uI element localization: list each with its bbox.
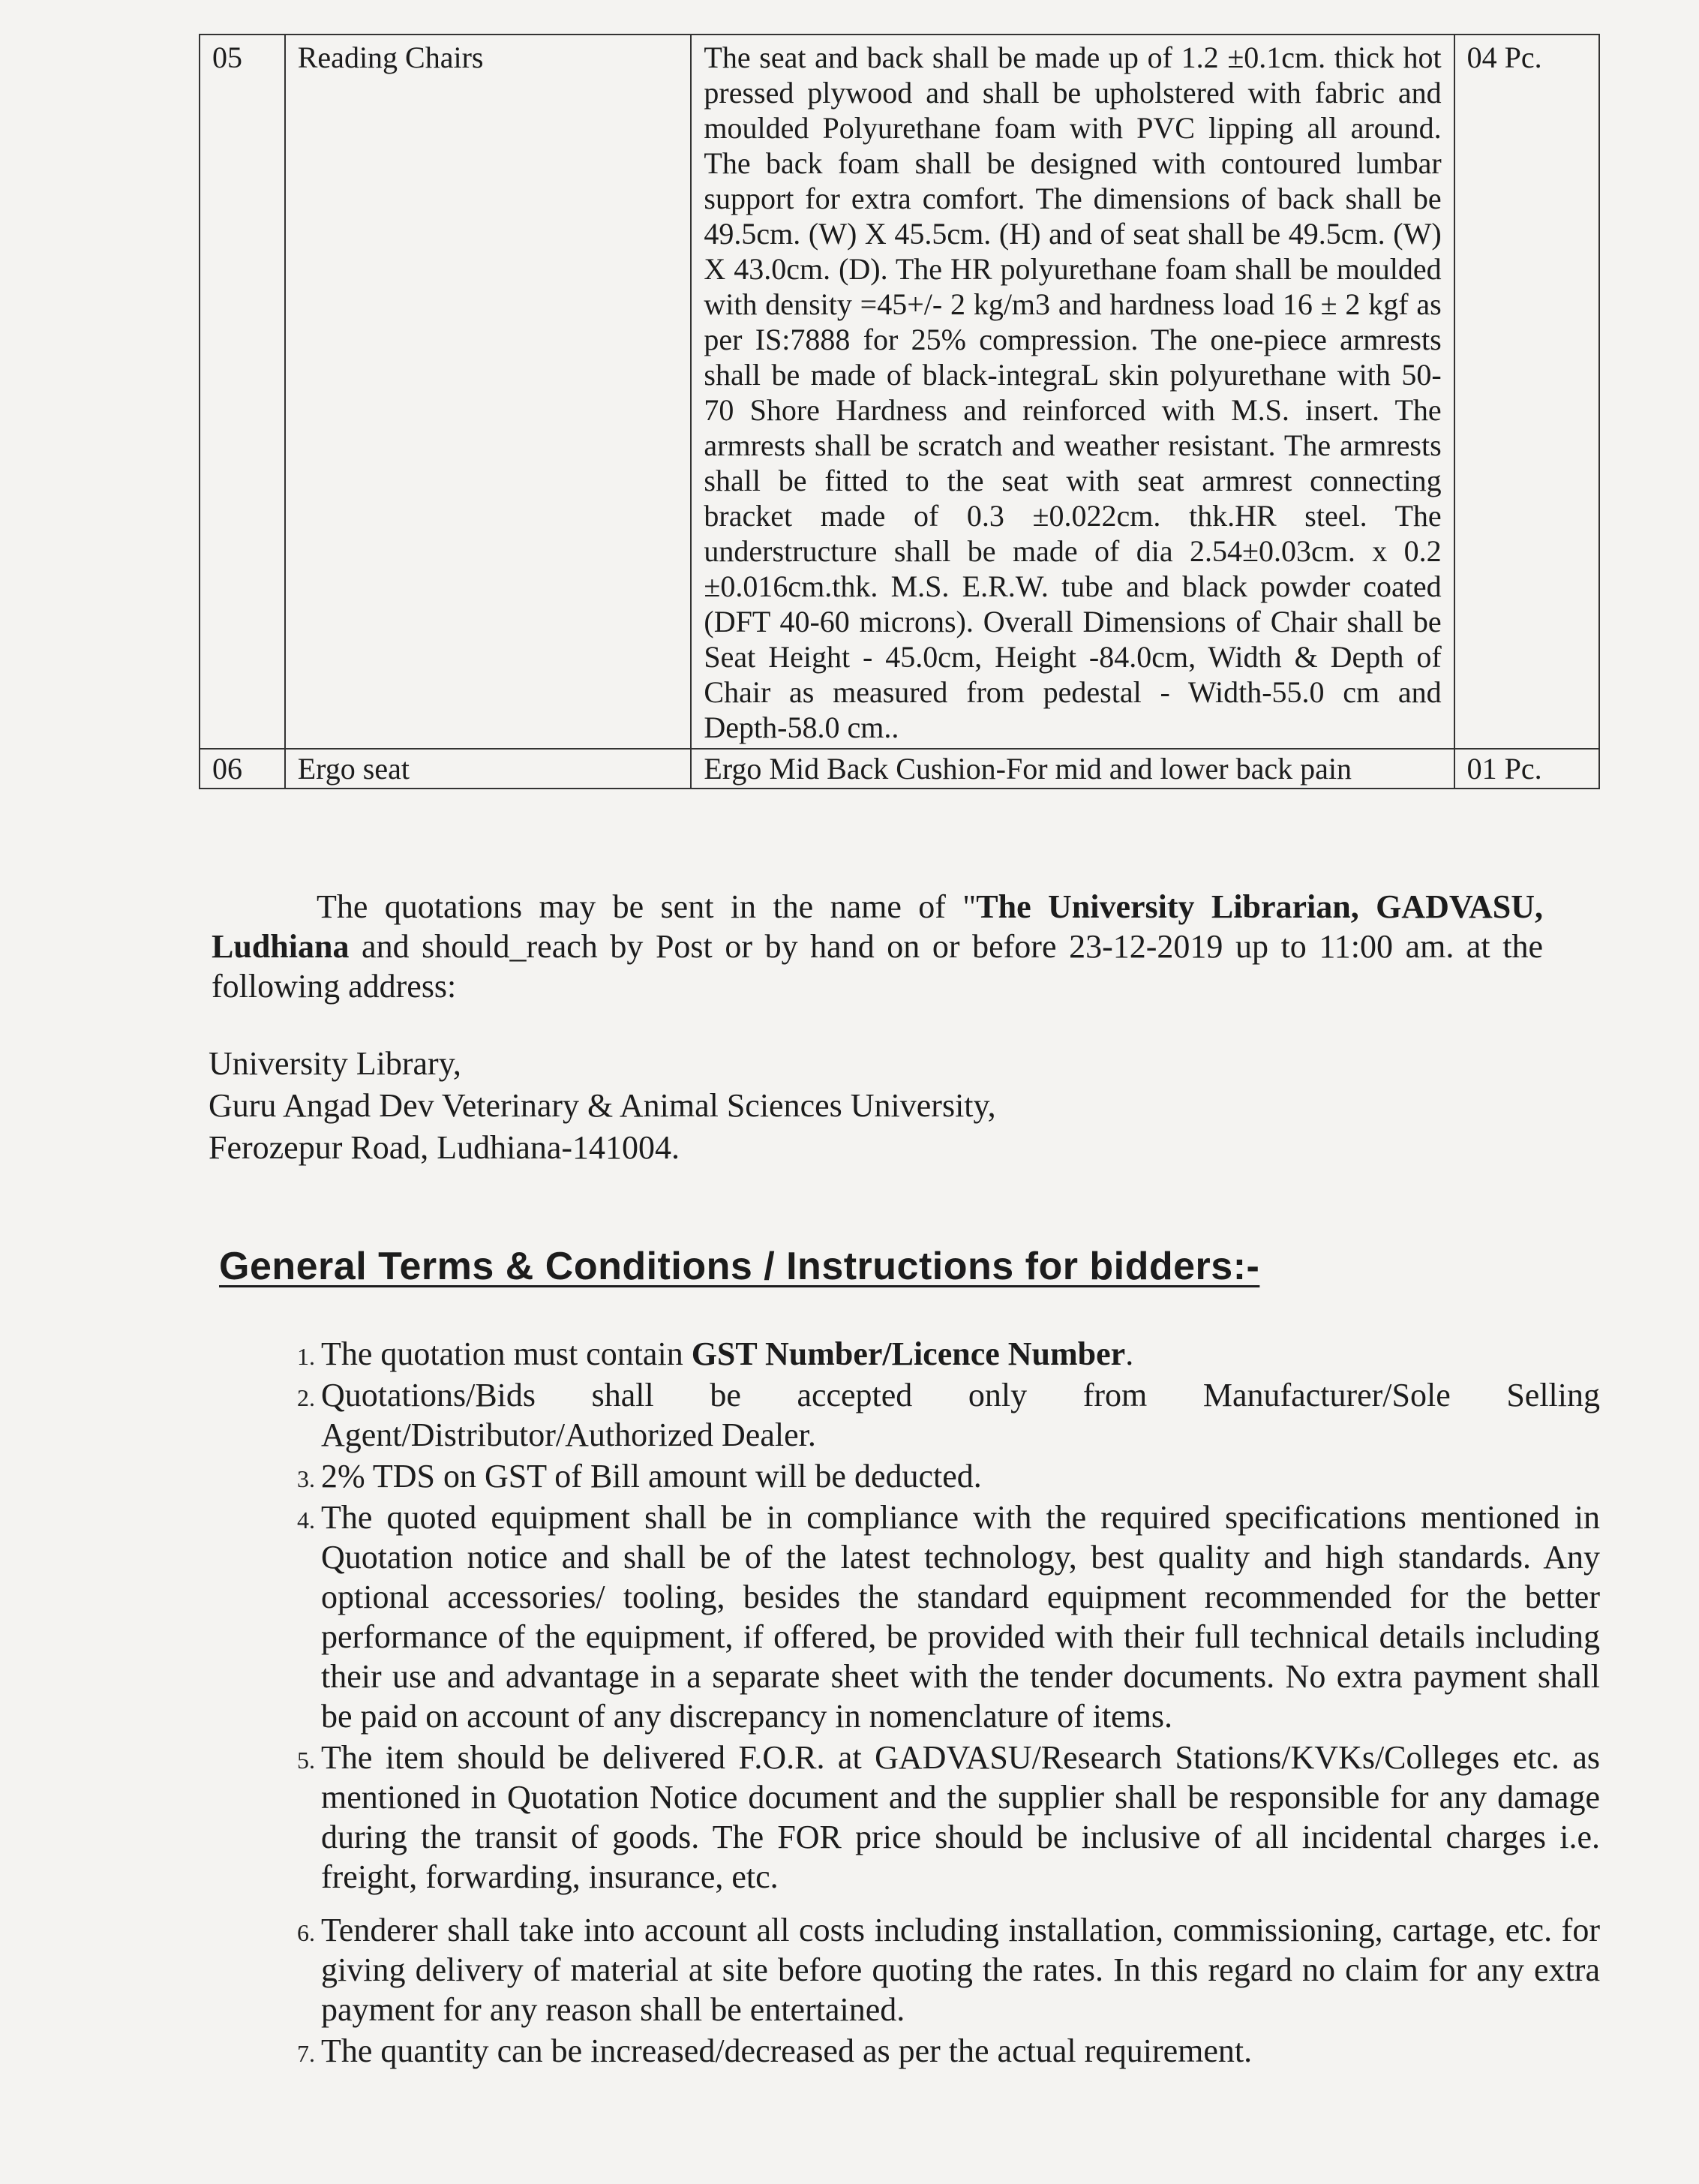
notice-addressee: The University Librarian, GADVASU, Ludhiana (212, 888, 1543, 965)
list-item: 7. The quantity can be increased/decreased as per the actual requirement. (321, 2031, 1600, 2071)
list-item: 3. 2% TDS on GST of Bill amount will be deducted. (321, 1456, 1600, 1496)
list-item: 2. Quotations/Bids shall be accepted only from Manufacturer/Sole Selling Agent/Distributor/Authorized Dealer. (321, 1375, 1600, 1455)
address-line: Guru Angad Dev Veterinary & Animal Sciences University, (209, 1087, 996, 1124)
item-quantity: 01 Pc. (1454, 749, 1599, 789)
term-text-end: . (1125, 1335, 1134, 1372)
list-item (321, 1334, 1600, 1374)
list-item: 6. Tenderer shall take into account all costs including installation, commissioning, cartage, etc. for giving delivery of material at site before quoting the rates. In this regard no claim for any extra payment for any reason shall be entertained. (321, 1910, 1600, 2029)
address-line: University Library, (209, 1045, 461, 1082)
item-name: Reading Chairs (285, 35, 692, 749)
items-table (199, 34, 1600, 789)
list-item: 5. The item should be delivered F.O.R. at GADVASU/Research Stations/KVKs/Colleges etc. as mentioned in Quotation Notice document and the supplier shall be responsible for any damage during the transit of goods. The FOR price should be inclusive of all incidental charges i.e. freight, forwarding, insurance, etc. (321, 1738, 1600, 1897)
item-quantity: 04 Pc. (1454, 35, 1599, 749)
terms-heading: General Terms & Conditions / Instructions for bidders:- (219, 1245, 1260, 1288)
item-specification: The seat and back shall be made up of 1.2 ±0.1cm. thick hot pressed plywood and shall be upholstered with fabric and moulded Polyurethane foam with PVC lipping all around. The back foam shall be designed with contoured lumbar support for extra comfort. The dimensions of back shall be 49.5cm. (W) X 45.5cm. (H) and of seat shall be 49.5cm. (W) X 43.0cm. (D). The HR polyurethane foam shall be moulded with density =45+/- 2 kg/m3 and hardness load 16 ± 2 kgf as per IS:7888 for 25% compression. The one-piece armrests shall be made of black-integraL skin polyurethane with 50-70 Shore Hardness and reinforced with M.S. insert. The armrests shall be scratch and weather resistant. The armrests shall be fitted to the seat with seat armrest connecting bracket made of 0.3 ±0.022cm. thk.HR steel. The understructure shall be made of dia 2.54±0.03cm. x 0.2 ±0.016cm.thk. M.S. E.R.W. tube and black powder coated (DFT 40-60 microns). Overall Dimensions of Chair shall be Seat Height - 45.0cm, Height -84.0cm, Width & Depth of Chair as measured from pedestal - Width-55.0 cm and Depth-58.0 cm.. (691, 35, 1454, 749)
terms-list (248, 1334, 1600, 2072)
term-text-bold: GST Number/Licence Number (691, 1335, 1126, 1372)
notice-text-start: The quotations may be sent in the name of " (317, 888, 977, 925)
table-row (200, 35, 1599, 749)
postal-address (209, 1043, 1109, 1169)
list-item: 4. The quoted equipment shall be in compliance with the required specifications mentioned in Quotation notice and shall be of the latest technology, best quality and high standards. Any optional accessories/ tooling, besides the standard equipment recommended for the better performance of the equipment, if offered, be provided with their full technical details including their use and advantage in a separate sheet with the tender documents. No extra payment shall be paid on account of any discrepancy in nomenclature of items. (321, 1498, 1600, 1736)
notice-text-end: and should_reach by Post or by hand on or before 23-12-2019 up to 11:00 am. at the following address: (212, 928, 1543, 1005)
item-number: 05 (200, 35, 285, 749)
table-row (200, 749, 1599, 789)
term-text-start: The quotation must contain (321, 1335, 692, 1372)
quotation-notice (212, 887, 1543, 1006)
item-specification: Ergo Mid Back Cushion-For mid and lower back pain (691, 749, 1454, 789)
item-number: 06 (200, 749, 285, 789)
address-line: Ferozepur Road, Ludhiana-141004. (209, 1129, 680, 1166)
item-name: Ergo seat (285, 749, 692, 789)
